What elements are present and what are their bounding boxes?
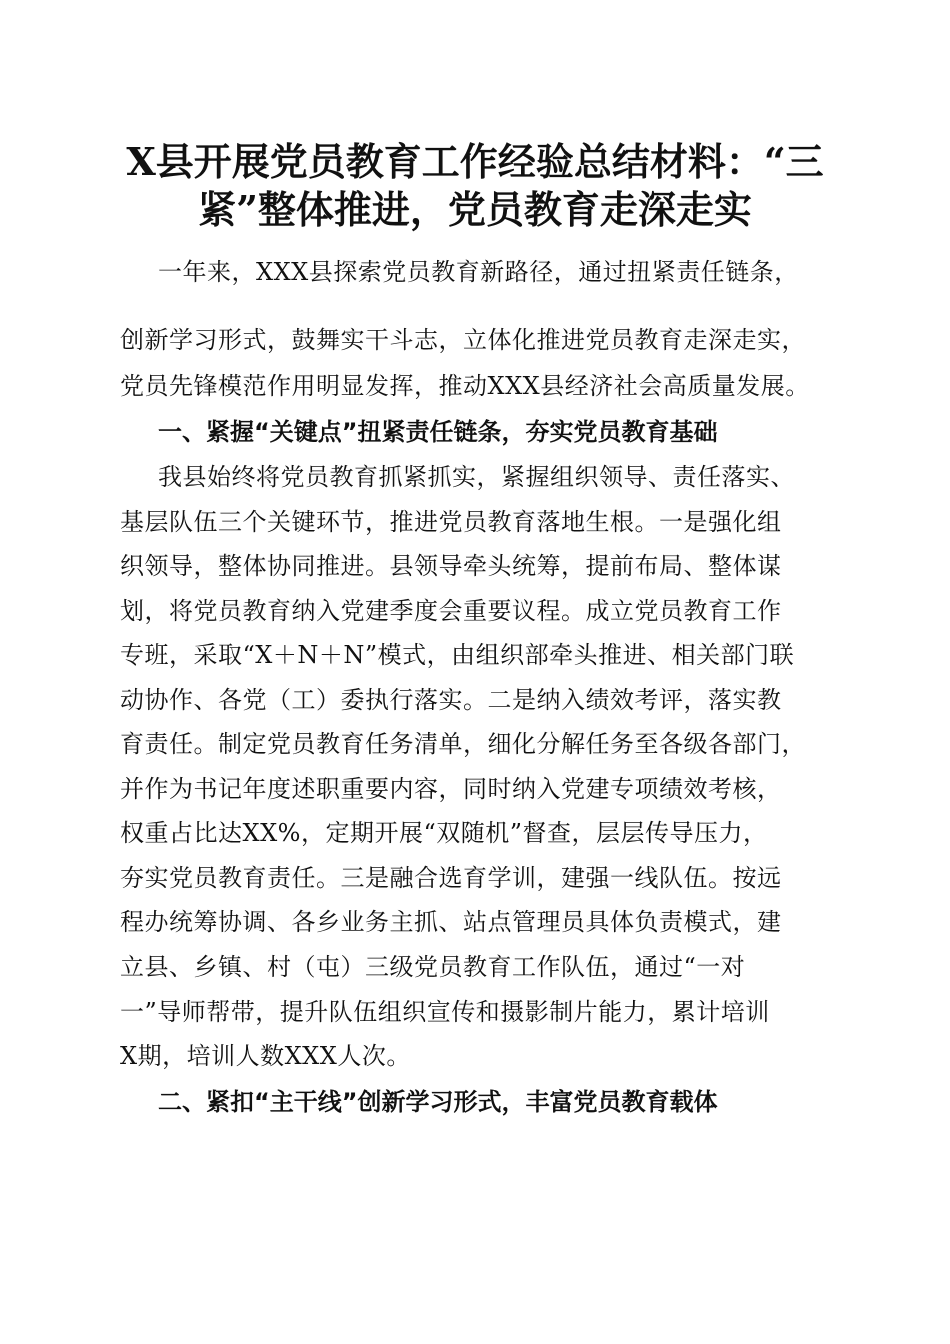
section-1-line-10: 夯实党员教育责任。三是融合选育学训，建强一线队伍。按远: [120, 864, 782, 892]
section-1-line-12: 立县、乡镇、村（屯）三级党员教育工作队伍，通过“一对: [120, 953, 746, 981]
section-1-line-8: 并作为书记年度述职重要内容，同时纳入党建专项绩效考核，: [120, 775, 782, 803]
section-1-line-5: 专班，采取“X＋N＋N”模式，由组织部牵头推进、相关部门联: [120, 641, 795, 669]
section-2-heading: 二、紧扣“主干线”创新学习形式，丰富党员教育载体: [158, 1088, 718, 1116]
section-1-line-6: 动协作、各党（工）委执行落实。二是纳入绩效考评，落实教: [120, 686, 782, 714]
intro-line-1: 一年来，XXX县探索党员教育新路径，通过扭紧责任链条，: [158, 258, 799, 286]
section-1-line-1: 我县始终将党员教育抓紧抓实，紧握组织领导、责任落实、: [158, 463, 795, 491]
section-1-line-2: 基层队伍三个关键环节，推进党员教育落地生根。一是强化组: [120, 508, 782, 536]
section-1-line-13: 一”导师帮带，提升队伍组织宣传和摄影制片能力，累计培训: [120, 998, 770, 1026]
section-1-line-14: X期，培训人数XXX人次。: [120, 1042, 411, 1070]
section-1-line-9: 权重占比达XX%，定期开展“双随机”督查，层层传导压力，: [120, 819, 768, 847]
section-1-line-7: 育责任。制定党员教育任务清单，细化分解任务至各级各部门，: [120, 730, 806, 758]
section-1-line-4: 划，将党员教育纳入党建季度会重要议程。成立党员教育工作: [120, 597, 782, 625]
intro-line-3: 党员先锋模范作用明显发挥，推动XXX县经济社会高质量发展。: [120, 372, 810, 400]
intro-line-2: 创新学习形式，鼓舞实干斗志，立体化推进党员教育走深走实，: [120, 326, 806, 354]
section-1-line-3: 织领导，整体协同推进。县领导牵头统筹，提前布局、整体谋: [120, 552, 782, 580]
section-1-line-11: 程办统筹协调、各乡业务主抓、站点管理员具体负责模式，建: [120, 908, 782, 936]
document-title-line-1: X县开展党员教育工作经验总结材料：“三: [126, 139, 824, 184]
section-1-heading: 一、紧握“关键点”扭紧责任链条，夯实党员教育基础: [158, 418, 718, 446]
document-title-line-2: 紧”整体推进，党员教育走深走实: [198, 187, 752, 232]
